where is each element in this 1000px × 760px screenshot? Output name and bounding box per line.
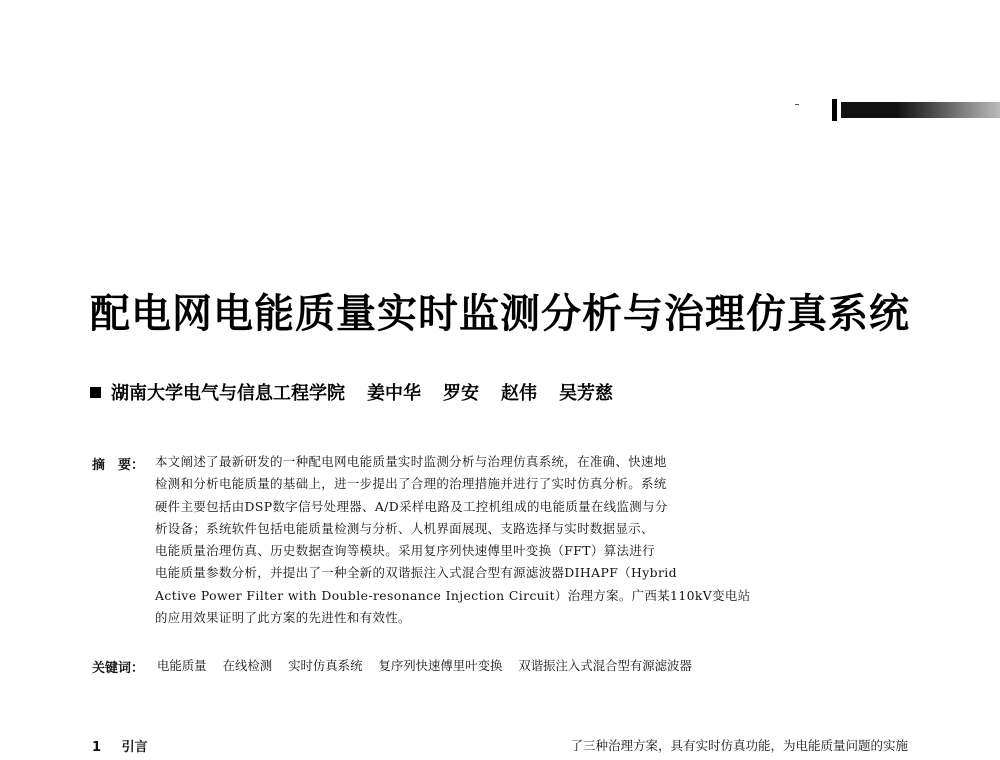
abstract-line: 硬件主要包括由DSP数字信号处理器、A/D采样电路及工控机组成的电能质量在线监测与分 bbox=[155, 498, 668, 514]
column-tab-bar bbox=[832, 99, 837, 121]
decorative-tick bbox=[795, 104, 799, 105]
abstract-line: 析设备；系统软件包括电能质量检测与分析、人机界面展现、支路选择与实时数据显示、 bbox=[155, 520, 654, 536]
abstract-label: 摘 要： bbox=[92, 458, 145, 473]
section-heading bbox=[92, 736, 148, 755]
abstract-line: 本文阐述了最新研发的一种配电网电能质量实时监测分析与治理仿真系统，在准确、快速地 bbox=[155, 454, 667, 469]
keyword: 复序列快速傅里叶变换 bbox=[378, 658, 503, 673]
abstract-line: 电能质量治理仿真、历史数据查询等模块。采用复序列快速傅里叶变换（FFT）算法进行 bbox=[155, 543, 655, 559]
column-tab-block bbox=[841, 102, 1000, 118]
section-number: 1 bbox=[92, 740, 102, 755]
author-institution: 湖南大学电气与信息工程学院 bbox=[111, 383, 345, 404]
author-name: 罗安 bbox=[443, 383, 479, 404]
article-title: 配电网电能质量实时监测分析与治理仿真系统 bbox=[90, 290, 910, 337]
author-name: 吴芳慈 bbox=[559, 383, 613, 404]
abstract-line: Active Power Filter with Double-resonance Injection Circuit）治理方案。广西某110kV变电站 bbox=[155, 587, 751, 603]
keywords-list bbox=[157, 656, 708, 674]
abstract-line: 检测和分析电能质量的基础上，进一步提出了合理的治理措施并进行了实时仿真分析。系统 bbox=[155, 476, 667, 492]
author-name: 赵伟 bbox=[501, 383, 537, 404]
author-line bbox=[90, 379, 635, 405]
abstract-line: 的应用效果证明了此方案的先进性和有效性。 bbox=[155, 610, 411, 626]
body-text-fragment: 了三种治理方案，具有实时仿真功能，为电能质量问题的实施 bbox=[570, 738, 908, 753]
section-title: 引言 bbox=[121, 740, 148, 755]
keyword: 电能质量 bbox=[157, 658, 207, 673]
journal-column-tab bbox=[832, 99, 1000, 121]
keyword: 在线检测 bbox=[222, 658, 273, 673]
bullet-square-icon bbox=[90, 387, 101, 398]
keywords-label: 关键词： bbox=[92, 661, 145, 676]
keyword: 双谐振注入式混合型有源滤波器 bbox=[518, 658, 692, 673]
abstract-text bbox=[155, 451, 781, 629]
abstract-line: 电能质量参数分析，并提出了一种全新的双谐振注入式混合型有源滤波器DIHAPF（Hybrid bbox=[155, 565, 677, 581]
author-name: 姜中华 bbox=[367, 383, 421, 404]
keyword: 实时仿真系统 bbox=[288, 658, 363, 673]
